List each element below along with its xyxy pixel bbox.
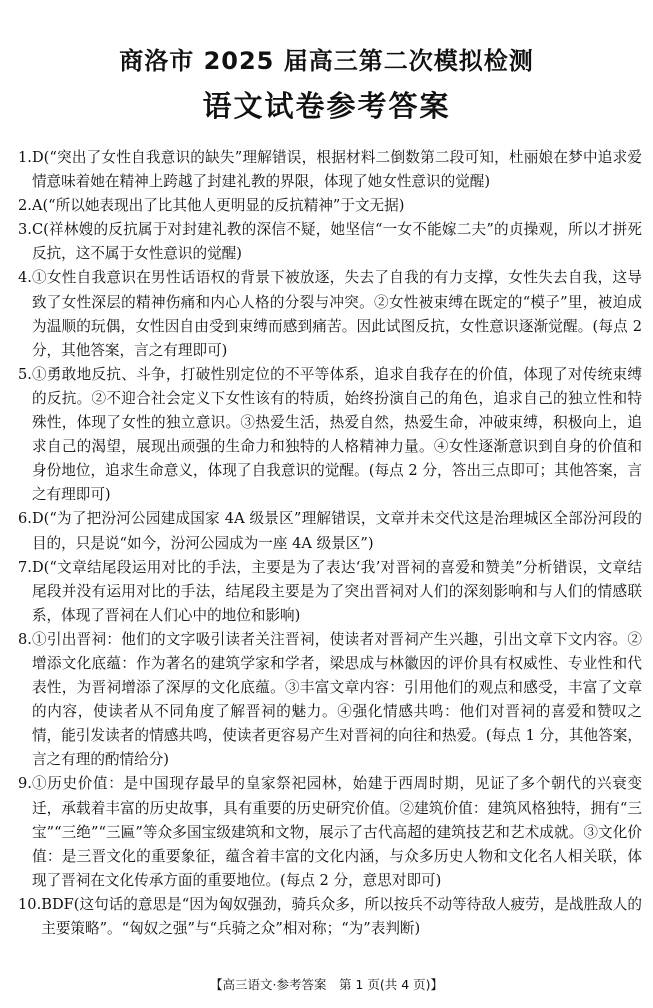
answer-number: 6.: [18, 510, 32, 528]
answer-item-3: [18, 218, 642, 266]
answer-item-2: [18, 194, 642, 218]
answer-item-9: [18, 772, 642, 892]
answer-text: A(“所以她表现出了比其他人更明显的反抗精神”于文无据): [31, 197, 405, 215]
answer-list: [18, 146, 642, 941]
title-block: [0, 46, 653, 124]
answer-number: 10.: [18, 895, 42, 913]
answer-number: 7.: [18, 558, 32, 576]
answer-text: C(祥林嫂的反抗属于对封建礼教的深信不疑，她坚信“一女不能嫁二夫”的贞操观，所以才拼死反抗，这不属于女性意识的觉醒): [31, 221, 642, 263]
answer-text: ①引出晋祠：他们的文字吸引读者关注晋祠，使读者对晋祠产生兴趣，引出文章下文内容。②增添文化底蕴：作为著名的建筑学家和学者，梁思成与林徽因的评价具有权威性、专业性和代表性，为晋祠增添了深厚的文化底蕴。③丰富文章内容：引用他们的观点和感受，丰富了文章的内容，使读者从不同角度了解晋祠的魅力。④强化情感共鸣：他们对晋祠的喜爱和赞叹之情，能引发读者的情感共鸣，使读者更容易产生对晋祠的向往和热爱。(每点 1 分，其他答案，言之有理的酌情给分): [31, 630, 642, 769]
answer-item-5: [18, 363, 642, 508]
answer-item-10: [18, 893, 642, 941]
answer-number: 9.: [18, 775, 32, 793]
answer-item-4: [18, 266, 642, 362]
answer-text: ①历史价值：是中国现存最早的皇家祭祀园林，始建于西周时期，见证了多个朝代的兴衰变迁，承载着丰富的历史故事，具有重要的历史研究价值。②建筑价值：建筑风格独特，拥有“三宝”“三绝”“三匾”等众多国宝级建筑和文物，展示了古代高超的建筑技艺和艺术成就。③文化价值：是三晋文化的重要象征，蕴含着丰富的文化内涵，与众多历史人物和文化名人相关联，体现了晋祠在文化传承方面的重要地位。(每点 2 分，意思对即可): [31, 775, 642, 889]
answer-text: ①勇敢地反抗、斗争，打破性别定位的不平等体系，追求自我存在的价值，体现了对传统束缚的反抗。②不迎合社会定义下女性该有的特质，始终扮演自己的角色，追求自己的独立性和特殊性，体现了女性的独立意识。③热爱生活，热爱自然，热爱生命，冲破束缚，积极向上，追求自己的渴望，展现出顽强的生命力和独特的人格精神力量。④女性逐渐意识到自身的价值和身份地位，追求生命意义，体现了自我意识的觉醒。(每点 2 分，答出三点即可；其他答案，言之有理即可): [31, 365, 642, 504]
page-title: 商洛市 2025 届高三第二次模拟检测: [119, 47, 534, 75]
answer-number: 5.: [18, 365, 32, 383]
answer-number: 4.: [18, 269, 32, 287]
answer-text: BDF(这句话的意思是“因为匈奴强劲，骑兵众多，所以按兵不动等待敌人疲劳，是战胜敌人的主要策略”。“匈奴之强”与“兵骑之众”相对称；“为”表判断): [41, 895, 642, 937]
page-subtitle: 语文试卷参考答案: [202, 89, 451, 123]
answer-item-6: [18, 507, 642, 555]
answer-number: 3.: [18, 221, 32, 239]
answer-text: D(“文章结尾段运用对比的手法，主要是为了表达‘我’对晋祠的喜爱和赞美”分析错误，文章结尾段并没有运用对比的手法，结尾段主要是为了突出晋祠对人们的深刻影响和与人们的情感联系，体现了晋祠在人们心中的地位和影响): [31, 558, 642, 624]
answer-item-8: [18, 628, 642, 773]
answer-item-1: [18, 146, 642, 194]
answer-number: 2.: [18, 197, 32, 215]
answer-text: D(“为了把汾河公园建成国家 4A 级景区”理解错误，文章并未交代这是治理城区全部汾河段的目的，只是说“如今，汾河公园成为一座 4A 级景区”): [31, 510, 642, 552]
answer-number: 1.: [18, 149, 32, 166]
answer-item-7: [18, 556, 642, 628]
answer-text: ①女性自我意识在男性话语权的背景下被放逐，失去了自我的有力支撑，女性失去自我，这导致了女性深层的精神伤痛和内心人格的分裂与冲突。②女性被束缚在既定的“模子”里，被迫成为温顺的玩偶，女性因自由受到束缚而感到痛苦。因此试图反抗，女性意识逐渐觉醒。(每点 2 分，其他答案，言之有理即可): [31, 269, 642, 359]
page-footer: 【高三语文·参考答案 第 1 页(共 4 页)】: [209, 977, 444, 992]
answer-text: D(“突出了女性自我意识的缺失”理解错误，根据材料二倒数第二段可知，杜丽娘在梦中追求爱情意味着她在精神上跨越了封建礼教的界限，体现了她女性意识的觉醒): [31, 149, 642, 191]
answer-number: 8.: [18, 630, 32, 648]
